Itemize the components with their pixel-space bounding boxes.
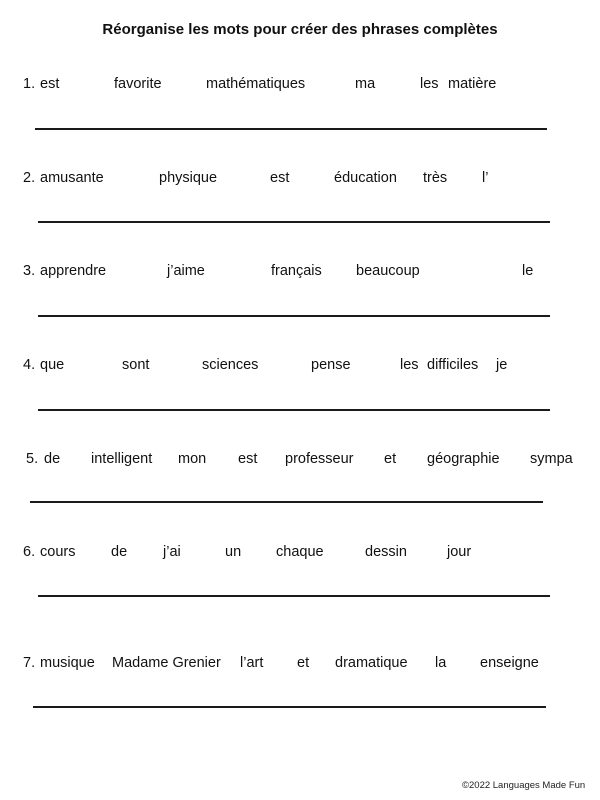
answer-line[interactable] — [33, 706, 546, 708]
word: difficiles — [427, 357, 479, 373]
answer-line[interactable] — [38, 315, 550, 317]
word: sympa — [530, 451, 573, 467]
item-number: 3. — [23, 263, 36, 279]
copyright-footer: ©2022 Languages Made Fun — [462, 780, 586, 791]
item-number: 1. — [23, 76, 36, 92]
word: les — [420, 76, 439, 92]
word: l’art — [240, 655, 264, 671]
word: et — [297, 655, 310, 671]
word: intelligent — [91, 451, 153, 467]
word: français — [271, 263, 322, 279]
item-number: 5. — [26, 451, 39, 467]
answer-line[interactable] — [30, 501, 543, 503]
word: physique — [159, 170, 218, 186]
word: la — [435, 655, 447, 671]
worksheet-title: Réorganise les mots pour créer des phrases complètes — [102, 21, 498, 38]
word: sciences — [202, 357, 259, 373]
word: mathématiques — [206, 76, 306, 92]
word: de — [44, 451, 61, 467]
item-number: 4. — [23, 357, 36, 373]
word: matière — [448, 76, 497, 92]
word: mon — [178, 451, 207, 467]
item-number: 2. — [23, 170, 36, 186]
word: l’ — [482, 170, 489, 186]
word: pense — [311, 357, 351, 373]
word: et — [384, 451, 397, 467]
word: très — [423, 170, 448, 186]
word: les — [400, 357, 419, 373]
word: enseigne — [480, 655, 539, 671]
item-number: 7. — [23, 655, 36, 671]
word: j’aime — [167, 263, 205, 279]
word: apprendre — [40, 263, 107, 279]
answer-line[interactable] — [38, 221, 550, 223]
answer-line[interactable] — [38, 595, 550, 597]
answer-line[interactable] — [38, 409, 550, 411]
word: je — [496, 357, 508, 373]
word: sont — [122, 357, 150, 373]
word: cours — [40, 544, 76, 560]
word: favorite — [114, 76, 162, 92]
word: chaque — [276, 544, 324, 560]
word: éducation — [334, 170, 397, 186]
word: j’ai — [163, 544, 181, 560]
word: le — [522, 263, 534, 279]
word: Madame Grenier — [112, 655, 221, 671]
word: ma — [355, 76, 376, 92]
answer-line[interactable] — [35, 128, 547, 130]
word: dessin — [365, 544, 407, 560]
word: beaucoup — [356, 263, 420, 279]
word: amusante — [40, 170, 104, 186]
word: que — [40, 357, 65, 373]
word: un — [225, 544, 242, 560]
item-number: 6. — [23, 544, 36, 560]
word: professeur — [285, 451, 354, 467]
word: est — [40, 76, 60, 92]
word: est — [238, 451, 258, 467]
word: géographie — [427, 451, 500, 467]
word: musique — [40, 655, 95, 671]
word: dramatique — [335, 655, 408, 671]
word: jour — [447, 544, 472, 560]
word: de — [111, 544, 128, 560]
word: est — [270, 170, 290, 186]
